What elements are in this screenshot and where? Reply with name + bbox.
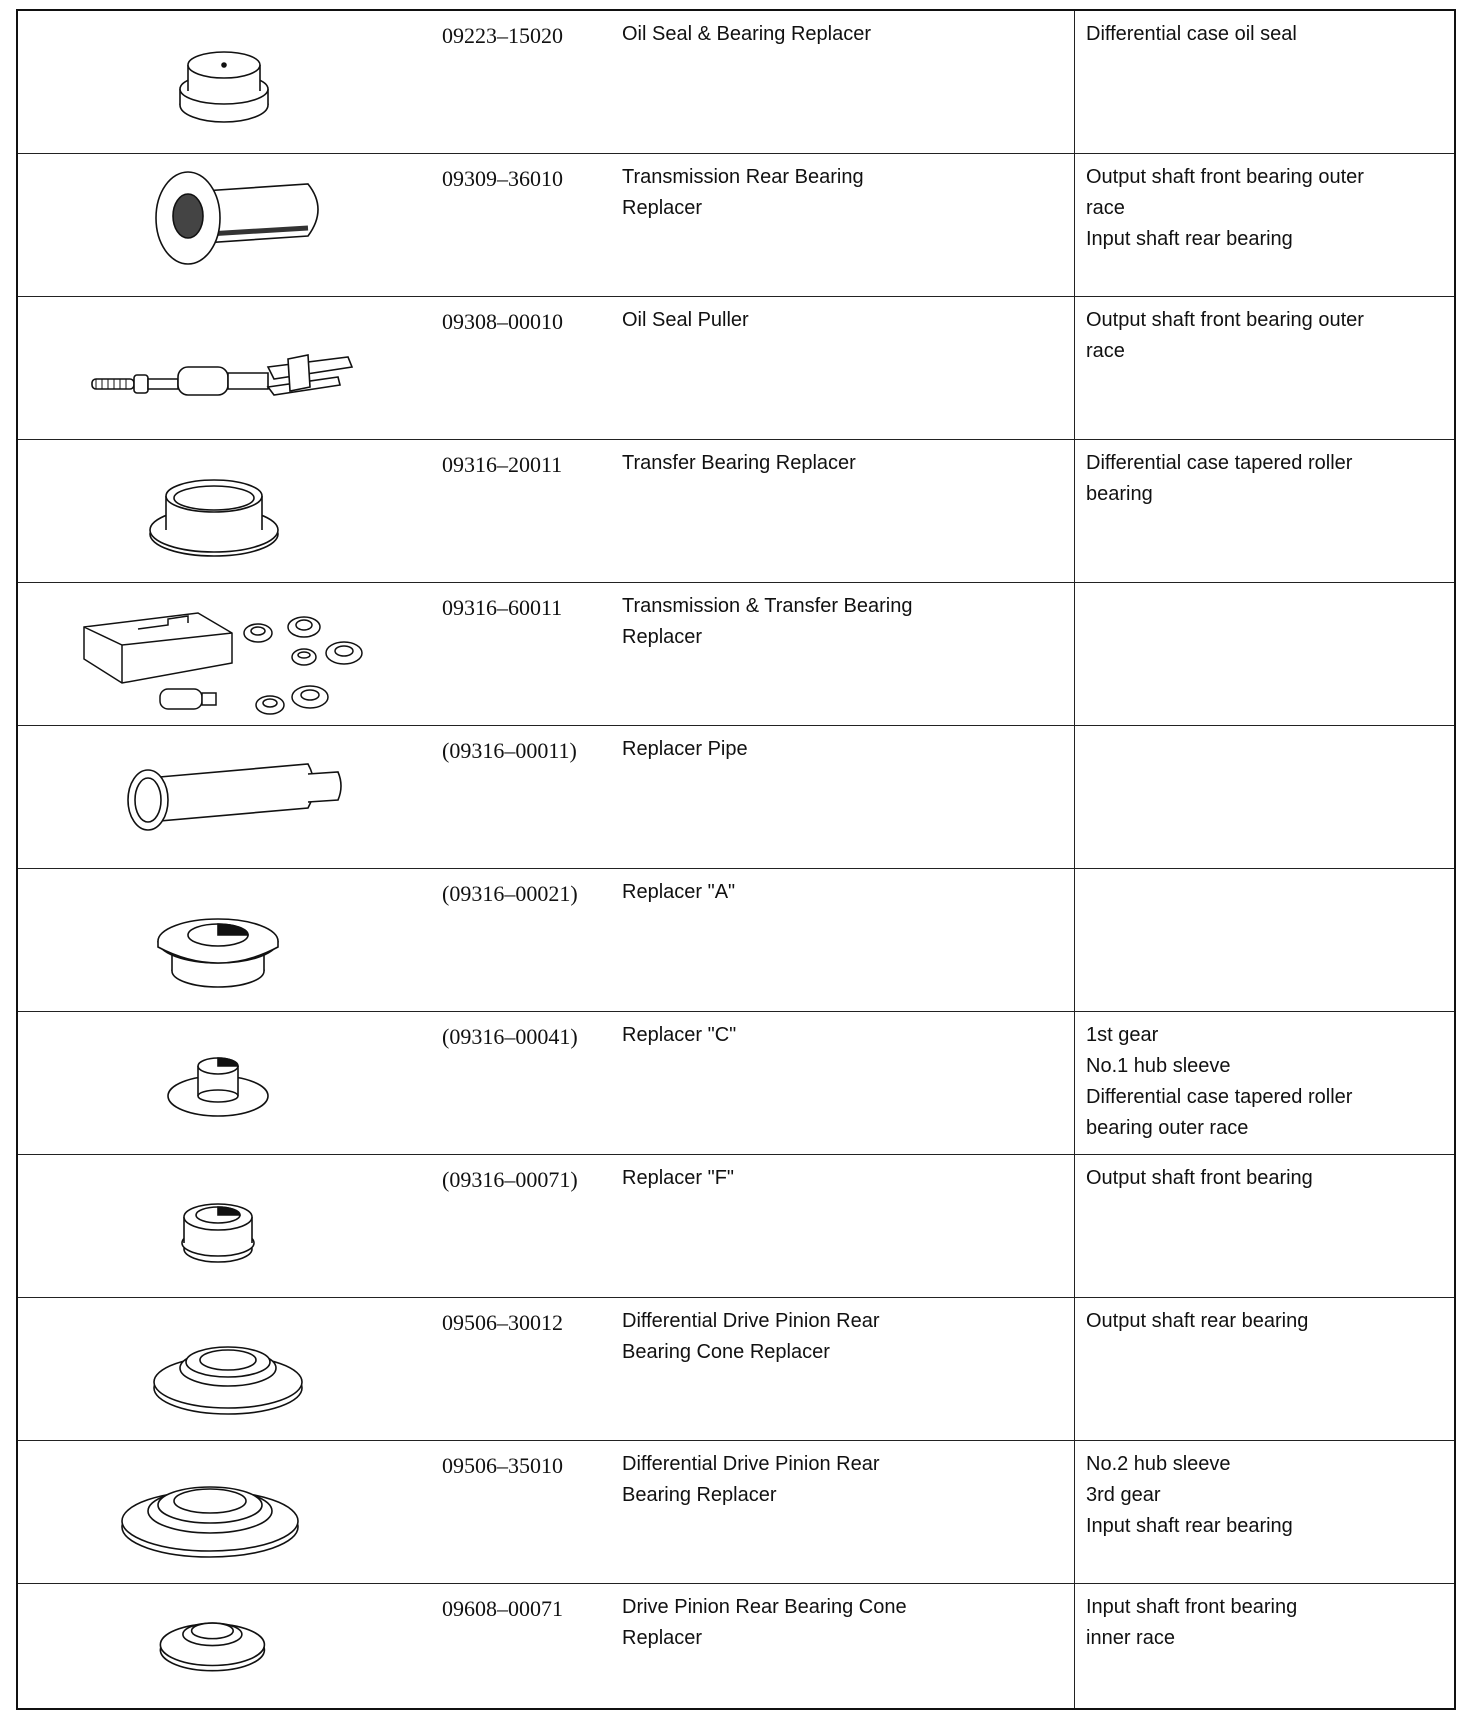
part-number: 09309–36010 — [442, 166, 563, 191]
tool-illustration-cell — [18, 869, 438, 1011]
usage-line: bearing outer race — [1086, 1117, 1249, 1139]
table-row — [18, 1298, 1454, 1441]
usage-line: inner race — [1086, 1627, 1175, 1649]
special-service-tools-table — [16, 9, 1456, 1710]
tool-illustration-cell — [18, 1012, 438, 1154]
column-divider — [1074, 440, 1075, 582]
usage-line: Output shaft front bearing outer — [1086, 166, 1364, 188]
tool-name: Differential Drive Pinion Rear Bearing Replacer — [622, 1453, 880, 1506]
part-number: (09316–00011) — [442, 738, 577, 763]
part-number: 09316–20011 — [442, 452, 563, 477]
tool-name: Drive Pinion Rear Bearing Cone Replacer — [622, 1596, 907, 1649]
usage-cell — [1086, 1163, 1446, 1194]
usage-line: No.1 hub sleeve — [1086, 1055, 1231, 1077]
tool-name: Replacer "A" — [622, 881, 736, 903]
tool-illustration-cell — [18, 297, 438, 439]
usage-cell — [1086, 1449, 1446, 1542]
table-row — [18, 11, 1454, 154]
column-divider — [1074, 583, 1075, 725]
tool-name: Transmission Rear Bearing Replacer — [622, 166, 864, 219]
tool-name: Differential Drive Pinion Rear Bearing Cone Replacer — [622, 1310, 880, 1363]
usage-line: Differential case oil seal — [1086, 23, 1297, 45]
table-row — [18, 1155, 1454, 1298]
replacer-a-icon — [18, 869, 438, 1012]
usage-cell — [1086, 305, 1446, 367]
usage-line: Differential case tapered roller — [1086, 1086, 1353, 1108]
usage-line: Output shaft rear bearing — [1086, 1310, 1309, 1332]
tool-illustration-cell — [18, 1584, 438, 1708]
replacer-f-icon — [18, 1155, 438, 1298]
usage-line: Differential case tapered roller — [1086, 452, 1353, 474]
tool-name: Replacer "C" — [622, 1024, 737, 1046]
usage-line: 1st gear — [1086, 1024, 1159, 1046]
part-number: 09608–00071 — [442, 1596, 563, 1621]
table-row — [18, 440, 1454, 583]
usage-line: No.2 hub sleeve — [1086, 1453, 1231, 1475]
tool-name: Oil Seal & Bearing Replacer — [622, 23, 872, 45]
column-divider — [1074, 869, 1075, 1011]
column-divider — [1074, 11, 1075, 153]
part-number: (09316–00071) — [442, 1167, 578, 1192]
oil-seal-puller-icon — [18, 297, 438, 440]
usage-cell — [1086, 19, 1446, 50]
column-divider — [1074, 154, 1075, 296]
column-divider — [1074, 1298, 1075, 1440]
tool-name: Replacer Pipe — [622, 738, 748, 760]
table-row — [18, 726, 1454, 869]
table-row — [18, 154, 1454, 297]
table-row — [18, 1441, 1454, 1584]
usage-line: Input shaft rear bearing — [1086, 228, 1293, 250]
usage-line: Output shaft front bearing outer — [1086, 309, 1364, 331]
tool-illustration-cell — [18, 726, 438, 868]
column-divider — [1074, 1584, 1075, 1708]
column-divider — [1074, 1012, 1075, 1154]
oil-seal-replacer-icon — [18, 11, 438, 154]
column-divider — [1074, 297, 1075, 439]
table-row — [18, 869, 1454, 1012]
column-divider — [1074, 1155, 1075, 1297]
usage-line: race — [1086, 197, 1125, 219]
bearing-replacer-set-icon — [18, 583, 438, 726]
tool-illustration-cell — [18, 154, 438, 296]
tool-name: Replacer "F" — [622, 1167, 735, 1189]
part-number: 09308–00010 — [442, 309, 563, 334]
table-row — [18, 1584, 1454, 1708]
usage-cell — [1086, 1020, 1446, 1144]
usage-line: 3rd gear — [1086, 1484, 1161, 1506]
tool-illustration-cell — [18, 440, 438, 582]
part-number: 09506–30012 — [442, 1310, 563, 1335]
column-divider — [1074, 726, 1075, 868]
usage-line: Input shaft front bearing — [1086, 1596, 1298, 1618]
usage-line: Output shaft front bearing — [1086, 1167, 1313, 1189]
tool-name: Transmission & Transfer Bearing Replacer — [622, 595, 913, 648]
tool-illustration-cell — [18, 583, 438, 725]
tool-illustration-cell — [18, 1441, 438, 1583]
usage-line: bearing — [1086, 483, 1153, 505]
part-number: 09223–15020 — [442, 23, 563, 48]
usage-cell — [1086, 162, 1446, 255]
replacer-c-icon — [18, 1012, 438, 1155]
tool-illustration-cell — [18, 1298, 438, 1440]
replacer-pipe-icon — [18, 726, 438, 869]
column-divider — [1074, 1441, 1075, 1583]
tool-name: Transfer Bearing Replacer — [622, 452, 856, 474]
part-number: 09506–35010 — [442, 1453, 563, 1478]
bearing-cone-replacer-icon — [18, 1298, 438, 1441]
table-row — [18, 297, 1454, 440]
table-row — [18, 583, 1454, 726]
tool-name: Oil Seal Puller — [622, 309, 749, 331]
part-number: 09316–60011 — [442, 595, 563, 620]
usage-cell — [1086, 448, 1446, 510]
table-row — [18, 1012, 1454, 1155]
rear-bearing-replacer-icon — [18, 154, 438, 297]
drive-pinion-cone-replacer-icon — [18, 1584, 438, 1708]
usage-cell — [1086, 1306, 1446, 1337]
usage-cell — [1086, 1592, 1446, 1654]
transfer-bearing-replacer-icon — [18, 440, 438, 583]
usage-line: Input shaft rear bearing — [1086, 1515, 1293, 1537]
part-number: (09316–00041) — [442, 1024, 578, 1049]
pinion-rear-bearing-replacer-icon — [18, 1441, 438, 1584]
usage-line: race — [1086, 340, 1125, 362]
tool-illustration-cell — [18, 11, 438, 153]
tool-illustration-cell — [18, 1155, 438, 1297]
part-number: (09316–00021) — [442, 881, 578, 906]
